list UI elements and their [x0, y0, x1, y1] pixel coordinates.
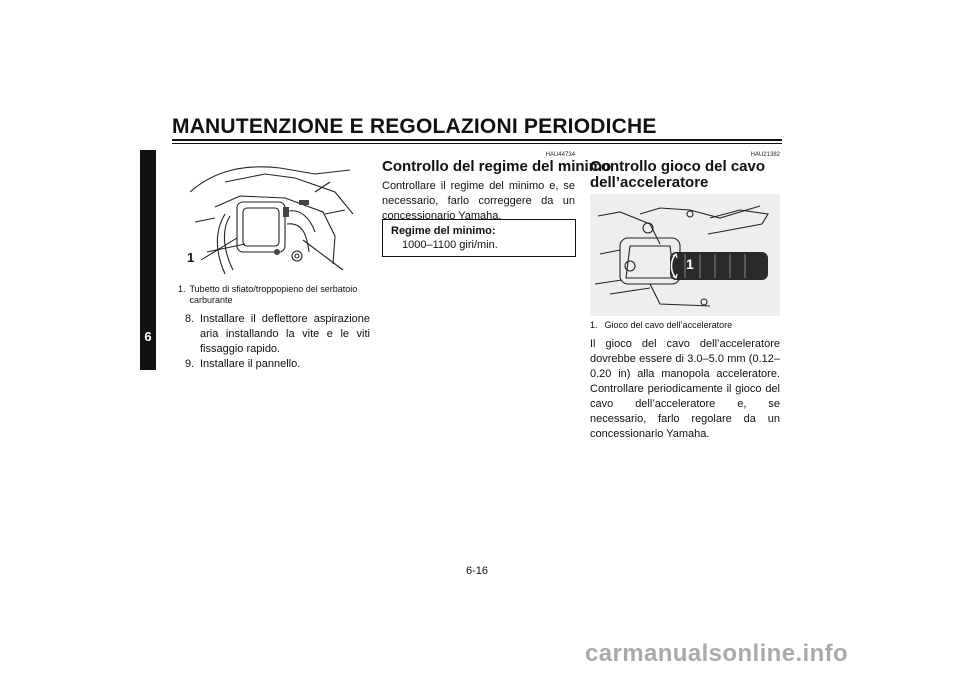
section-code: HAU21382	[750, 152, 780, 158]
caption-text: Tubetto di sfiato/troppopieno del serbatoio carburante	[189, 284, 358, 305]
caption-number: 1.	[590, 320, 598, 330]
caption-number: 1.	[178, 284, 186, 294]
info-box-value: 1000–1100 giri/min.	[402, 239, 498, 251]
step-text: Installare il pannello.	[200, 358, 301, 370]
step-number: 8.	[185, 313, 195, 325]
page-number: 6-16	[466, 565, 489, 577]
fuel-tank-hose-illustration	[185, 152, 355, 276]
step-text: Installare il deflettore aspirazione aria installando la vite e le viti fissaggio rapido.	[200, 313, 370, 355]
info-box-label: Regime del minimo:	[391, 225, 496, 237]
section-title: Controllo del regime del minimo	[382, 158, 612, 175]
caption-text: Gioco del cavo dell’acceleratore	[604, 320, 733, 330]
page-title: MANUTENZIONE E REGOLAZIONI PERIODICHE	[172, 115, 657, 138]
section-body: Il gioco del cavo dell’acceleratore dovrebbe essere di 3.0–5.0 mm (0.12–0.20 in) alla manopola acceleratore. Controllare periodicamente il gioco del cavo dell’acceleratore e, se necessario, farlo regolare da un concessionario Yamaha.	[590, 338, 780, 440]
chapter-number: 6	[144, 329, 152, 344]
figure-caption	[178, 284, 368, 306]
chapter-tab	[140, 150, 156, 370]
section-title: Controllo gioco del cavo dell’acceleratore	[590, 158, 766, 191]
section-code: HAU44734	[545, 152, 575, 158]
figure-callout-1: 1	[187, 250, 195, 265]
info-box	[382, 219, 576, 257]
figure-callout-1: 1	[686, 256, 694, 272]
throttle-grip-illustration	[590, 194, 780, 316]
header-rule-thin	[172, 143, 782, 144]
steps-list	[185, 312, 370, 372]
figure-caption	[590, 320, 780, 331]
list-item	[185, 312, 370, 357]
right-figure	[590, 194, 780, 316]
section-body: Controllare il regime del minimo e, se necessario, farlo correggere da un concessionario Yamaha.	[382, 180, 575, 222]
list-item	[185, 357, 370, 372]
header-rule	[172, 139, 782, 141]
watermark: carmanualsonline.info	[585, 640, 849, 667]
step-number: 9.	[185, 358, 195, 370]
left-figure	[185, 152, 355, 276]
